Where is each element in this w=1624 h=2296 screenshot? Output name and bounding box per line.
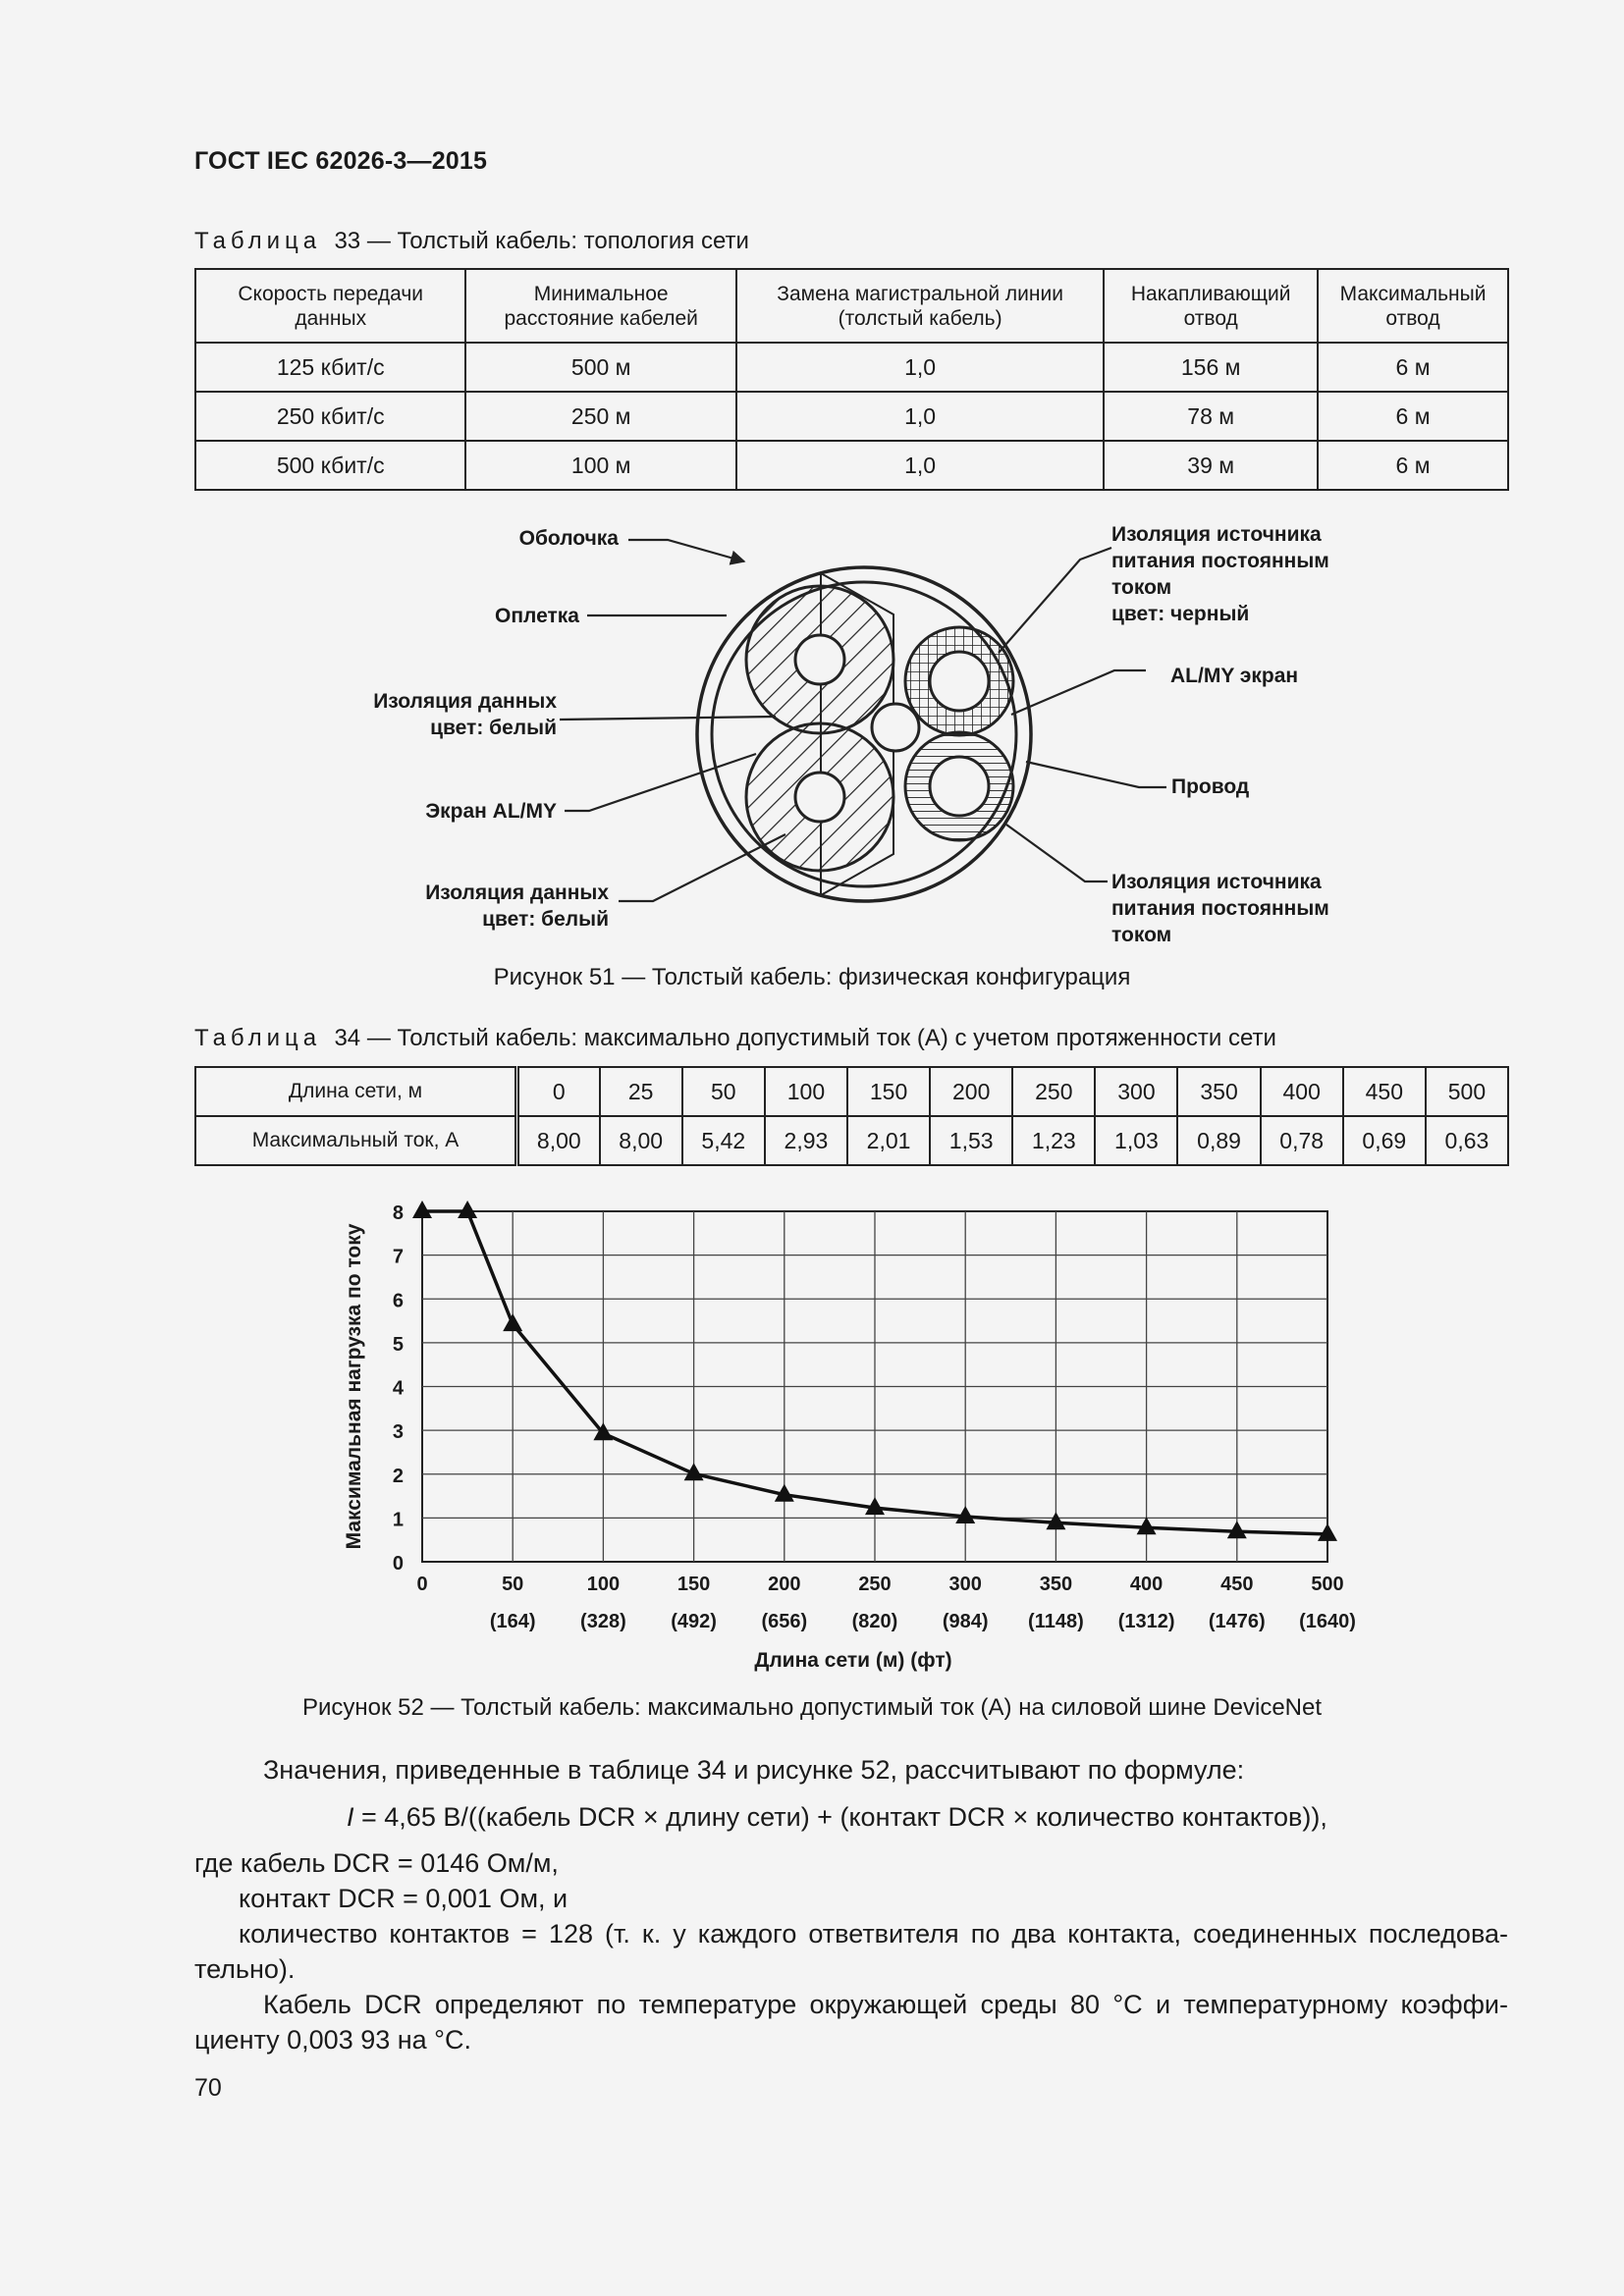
y-tick-label: 6 <box>392 1290 404 1312</box>
table-cell: 1,0 <box>736 441 1104 490</box>
y-tick-label: 5 <box>392 1333 404 1356</box>
x-tick-label: 100 <box>586 1574 621 1595</box>
x-tick-label-feet: (1476) <box>1208 1611 1266 1632</box>
table-cell: 6 м <box>1318 392 1508 441</box>
x-tick-label: 50 <box>502 1574 524 1595</box>
x-tick-label: 0 <box>416 1574 428 1595</box>
y-tick-label: 0 <box>392 1553 404 1575</box>
header-line: Минимальное <box>533 282 669 305</box>
table-cell: 250 м <box>465 392 736 441</box>
label-dc-insulation-1: питания постоянным <box>1111 550 1329 572</box>
table-cell: 300 <box>1095 1067 1177 1116</box>
header-line: Накапливающий <box>1130 282 1291 305</box>
figure52-caption: Рисунок 52 — Толстый кабель: максимально допустимый ток (А) на силовой шине DeviceNet <box>301 1694 1323 1721</box>
formula-variable: I <box>347 1802 354 1832</box>
formula <box>347 1799 1327 1835</box>
table-cell: 0,78 <box>1261 1116 1343 1165</box>
table-cell: 450 <box>1343 1067 1426 1116</box>
table-cell: 0 <box>516 1067 599 1116</box>
y-axis-label: Максимальная нагрузка по току <box>343 1223 365 1550</box>
label-braid: Оплетка <box>495 605 579 627</box>
x-tick-label-feet: (492) <box>671 1611 717 1632</box>
data-point-triangle <box>412 1201 432 1218</box>
paragraph-intro: Значения, приведенные в таблице 34 и рисунке 52, рассчитывают по формуле: <box>263 1755 1245 1785</box>
header-line: Скорость передачи <box>238 282 424 305</box>
table-cell: 6 м <box>1318 343 1508 392</box>
x-tick-label-feet: (328) <box>580 1611 626 1632</box>
table-cell: 8,00 <box>600 1116 682 1165</box>
y-tick-label: 7 <box>392 1246 404 1268</box>
table-cell: 100 м <box>465 441 736 490</box>
table-row-label: Максимальный ток, А <box>195 1116 516 1165</box>
table33-caption-prefix: Таблица <box>194 228 322 254</box>
label-shield: Экран AL/MY <box>425 800 557 823</box>
table-cell: 0,89 <box>1177 1116 1260 1165</box>
label-dc-insulation-1: цвет: черный <box>1111 603 1250 625</box>
x-tick-label-feet: (1640) <box>1299 1611 1356 1632</box>
y-tick-label: 4 <box>392 1377 404 1400</box>
label-data-insulation-2: Изоляция данных <box>425 881 609 904</box>
table-cell: 1,0 <box>736 343 1104 392</box>
x-tick-label: 200 <box>768 1574 801 1595</box>
table-cell: 500 кбит/с <box>195 441 465 490</box>
label-dc-insulation-1: током <box>1111 576 1172 599</box>
where-line-3-continued: тельно). <box>194 1954 296 1984</box>
label-dc-insulation-1: Изоляция источника <box>1111 523 1322 546</box>
data-point-triangle <box>1318 1523 1337 1541</box>
table-cell: 200 <box>930 1067 1012 1116</box>
paragraph-dcr: Кабель DCR определяют по температуре окружающей среды 80 °С и температурному коэффи- <box>263 1990 1508 2019</box>
table-cell: 1,23 <box>1012 1116 1095 1165</box>
table-cell: 50 <box>682 1067 765 1116</box>
x-tick-label: 250 <box>858 1574 892 1595</box>
label-data-insulation-2: цвет: белый <box>482 908 609 931</box>
x-tick-label-feet: (984) <box>942 1611 989 1632</box>
x-tick-label-feet: (820) <box>851 1611 898 1632</box>
table-cell: 5,42 <box>682 1116 765 1165</box>
label-sheath: Оболочка <box>518 527 619 550</box>
table-cell: 100 <box>765 1067 847 1116</box>
header-line: расстояние кабелей <box>504 306 698 330</box>
label-almy-shield: AL/MY экран <box>1170 665 1299 687</box>
table-cell: 2,93 <box>765 1116 847 1165</box>
table-cell: 400 <box>1261 1067 1343 1116</box>
x-tick-label-feet: (1148) <box>1028 1611 1084 1632</box>
table-cell: 0,69 <box>1343 1116 1426 1165</box>
table-cell: 500 м <box>465 343 736 392</box>
table-cell: 39 м <box>1104 441 1318 490</box>
label-dc-insulation-2: током <box>1111 924 1172 946</box>
y-tick-label: 3 <box>392 1421 404 1444</box>
table-cell: 6 м <box>1318 441 1508 490</box>
table-row-label: Длина сети, м <box>195 1067 516 1116</box>
label-dc-insulation-2: питания постоянным <box>1111 897 1329 920</box>
header-line: отвод <box>1385 306 1440 330</box>
x-tick-label: 300 <box>948 1574 982 1595</box>
where-line-2: контакт DCR = 0,001 Ом, и <box>239 1884 568 1913</box>
x-tick-label: 500 <box>1311 1574 1344 1595</box>
label-wire: Провод <box>1171 775 1250 798</box>
page-number: 70 <box>194 2074 222 2102</box>
x-tick-label: 450 <box>1220 1574 1254 1595</box>
figure51-caption: Рисунок 51 — Толстый кабель: физическая конфигурация <box>493 964 1131 990</box>
table-cell: 156 м <box>1104 343 1318 392</box>
y-tick-label: 1 <box>392 1509 404 1531</box>
header-line: (толстый кабель) <box>838 306 1002 330</box>
data-point-triangle <box>503 1313 522 1331</box>
y-tick-label: 8 <box>392 1202 404 1224</box>
x-tick-label-feet: (1312) <box>1117 1611 1175 1632</box>
table-cell: 2,01 <box>847 1116 930 1165</box>
x-tick-label: 350 <box>1039 1574 1073 1595</box>
header-line: отвод <box>1183 306 1238 330</box>
table-cell: 0,63 <box>1426 1116 1508 1165</box>
header-line: Замена магистральной линии <box>777 282 1063 305</box>
formula-body: = 4,65 В/((кабель DCR × длину сети) + (контакт DCR × количество контактов)), <box>353 1802 1327 1832</box>
table-cell: 78 м <box>1104 392 1318 441</box>
y-tick-label: 2 <box>392 1465 404 1487</box>
table34-caption-text: 34 — Толстый кабель: максимально допустимый ток (А) с учетом протяженности сети <box>334 1025 1276 1051</box>
table-cell: 500 <box>1426 1067 1508 1116</box>
label-data-insulation-1: Изоляция данных <box>373 690 557 713</box>
x-tick-label-feet: (164) <box>489 1611 536 1632</box>
x-tick-label: 400 <box>1129 1574 1164 1595</box>
table-cell: 1,53 <box>930 1116 1012 1165</box>
paragraph-dcr-continued: циенту 0,003 93 на °С. <box>194 2025 471 2055</box>
table-cell: 1,03 <box>1095 1116 1177 1165</box>
where-line-3: количество контактов = 128 (т. к. у каждого ответвителя по два контакта, соединенных последова- <box>239 1919 1508 1949</box>
table-cell: 25 <box>600 1067 682 1116</box>
table-cell: 350 <box>1177 1067 1260 1116</box>
document-id: ГОСТ IEC 62026-3—2015 <box>194 147 488 175</box>
label-data-insulation-1: цвет: белый <box>430 717 557 739</box>
data-point-triangle <box>458 1201 477 1218</box>
header-line: Максимальный <box>1339 282 1487 305</box>
x-axis-label: Длина сети (м) (фт) <box>754 1649 952 1672</box>
header-line: данных <box>295 306 367 330</box>
x-tick-label: 150 <box>677 1574 711 1595</box>
x-tick-label-feet: (656) <box>761 1611 808 1632</box>
table-cell: 1,0 <box>736 392 1104 441</box>
table-cell: 150 <box>847 1067 930 1116</box>
table33-caption-text: 33 — Толстый кабель: топология сети <box>334 228 749 254</box>
table-cell: 250 кбит/с <box>195 392 465 441</box>
where-line-1: где кабель DCR = 0146 Ом/м, <box>194 1848 559 1878</box>
table34-caption-prefix: Таблица <box>194 1025 322 1051</box>
table-cell: 250 <box>1012 1067 1095 1116</box>
label-dc-insulation-2: Изоляция источника <box>1111 871 1322 893</box>
table-cell: 8,00 <box>516 1116 599 1165</box>
table-cell: 125 кбит/с <box>195 343 465 392</box>
